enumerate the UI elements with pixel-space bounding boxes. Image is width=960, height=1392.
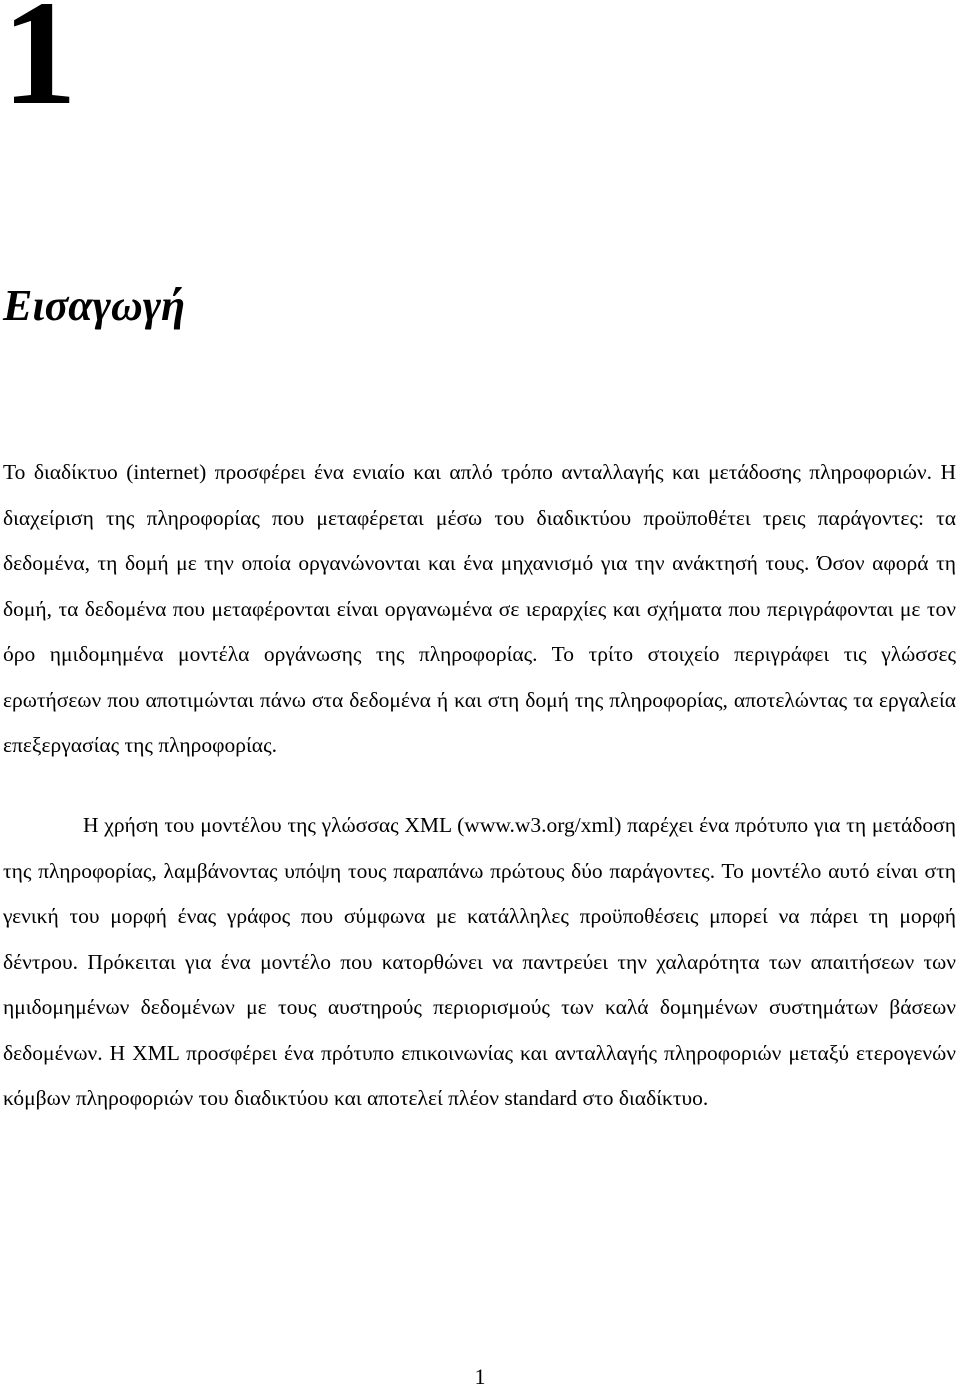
page-number: 1	[474, 1364, 486, 1389]
chapter-number: 1	[2, 0, 77, 136]
paragraph-intro: Το διαδίκτυο (internet) προσφέρει ένα ενιαίο και απλό τρόπο ανταλλαγής και μετάδοσης πληροφοριών. Η διαχείριση της πληροφορίας που μεταφέρεται μέσω του διαδικτύου προϋποθέτει τρεις παράγοντες: τα δεδομένα, τη δομή με την οποία οργανώνονται και ένα μηχανισμό για την ανάκτησή τους. Όσον αφορά τη δομή, τα δεδομένα που μεταφέρονται είναι οργανωμένα σε ιεραρχίες και σχήματα που περιγράφονται με τον όρο ημιδομημένα μοντέλα οργάνωσης της πληροφορίας. Το τρίτο στοιχείο περιγράφει τις γλώσσες ερωτήσεων που αποτιμώνται πάνω στα δεδομένα ή και στη δομή της πληροφορίας, αποτελώντας τα εργαλεία επεξεργασίας της πληροφορίας.	[3, 460, 956, 757]
chapter-title: Εισαγωγή	[3, 281, 186, 330]
paragraph-xml: Η χρήση του μοντέλου της γλώσσας XML (www.w3.org/xml) παρέχει ένα πρότυπο για τη μετάδοση της πληροφορίας, λαμβάνοντας υπόψη τους παραπάνω πρώτους δύο παράγοντες. Το μοντέλο αυτό είναι στη γενική του μορφή ένας γράφος που σύμφωνα με κατάλληλες προϋποθέσεις μπορεί να πάρει τη μορφή δέντρου. Πρόκειται για ένα μοντέλο που κατορθώνει να παντρεύει την χαλαρότητα των απαιτήσεων των ημιδομημένων δεδομένων με τους αυστηρούς περιορισμούς των καλά δομημένων συστημάτων βάσεων δεδομένων. Η XML προσφέρει ένα πρότυπο επικοινωνίας και ανταλλαγής πληροφοριών μεταξύ ετερογενών κόμβων πληροφοριών του διαδικτύου και αποτελεί πλέον standard στο διαδίκτυο.	[3, 813, 956, 1110]
